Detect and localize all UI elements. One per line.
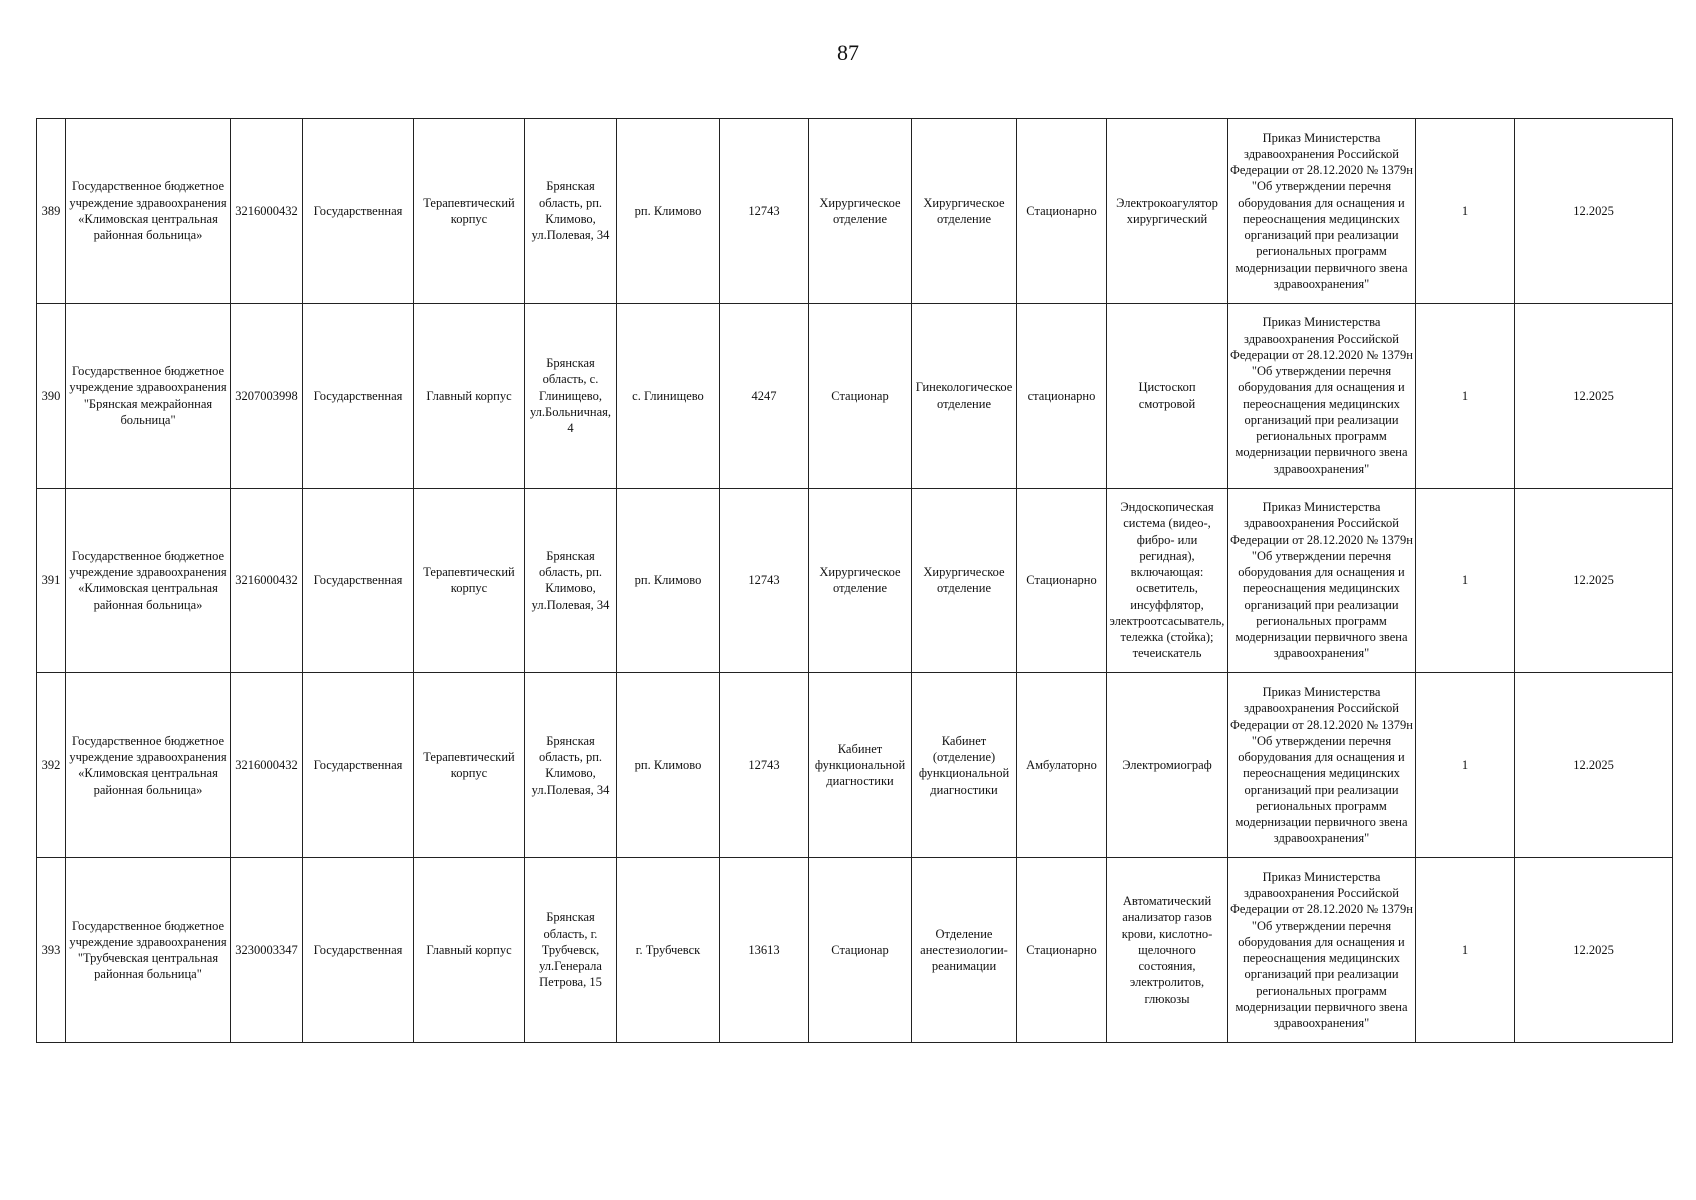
building-name: Главный корпус: [414, 303, 525, 488]
locality: рп. Климово: [617, 673, 720, 858]
care-form: Стационарно: [1017, 488, 1107, 673]
institution-code: 3216000432: [231, 673, 303, 858]
row-number: 389: [37, 119, 66, 304]
equipment-table: [36, 118, 1673, 1043]
institution-name: Государственное бюджетное учреждение здравоохранения «Климовская центральная районная больница»: [66, 673, 231, 858]
building-name: Главный корпус: [414, 858, 525, 1043]
table-row: [37, 673, 1673, 858]
ownership-form: Государственная: [303, 119, 414, 304]
address: Брянская область, рп. Климово, ул.Полевая, 34: [525, 488, 617, 673]
structural-unit: Хирургическое отделение: [809, 119, 912, 304]
equipment-name: Эндоскопическая система (видео-, фибро- или регидная), включающая: осветитель, инсуффлятор, электроотсасыватель, тележка (стойка); течеискатель: [1107, 488, 1228, 673]
quantity: 1: [1416, 488, 1515, 673]
building-name: Терапевтический корпус: [414, 488, 525, 673]
structural-unit: Хирургическое отделение: [809, 488, 912, 673]
institution-code: 3216000432: [231, 119, 303, 304]
care-form: стационарно: [1017, 303, 1107, 488]
population: 4247: [720, 303, 809, 488]
quantity: 1: [1416, 119, 1515, 304]
address: Брянская область, г. Трубчевск, ул.Генерала Петрова, 15: [525, 858, 617, 1043]
legal-basis: Приказ Министерства здравоохранения Российской Федерации от 28.12.2020 № 1379н "Об утверждении перечня оборудования для оснащения и переоснащения медицинских организаций при реализации региональных программ модернизации первичного звена здравоохранения": [1228, 673, 1416, 858]
row-number: 393: [37, 858, 66, 1043]
target-date: 12.2025: [1515, 673, 1673, 858]
legal-basis: Приказ Министерства здравоохранения Российской Федерации от 28.12.2020 № 1379н "Об утверждении перечня оборудования для оснащения и переоснащения медицинских организаций при реализации региональных программ модернизации первичного звена здравоохранения": [1228, 488, 1416, 673]
legal-basis: Приказ Министерства здравоохранения Российской Федерации от 28.12.2020 № 1379н "Об утверждении перечня оборудования для оснащения и переоснащения медицинских организаций при реализации региональных программ модернизации первичного звена здравоохранения": [1228, 119, 1416, 304]
ownership-form: Государственная: [303, 303, 414, 488]
department: Гинекологическое отделение: [912, 303, 1017, 488]
department: Отделение анестезиологии-реанимации: [912, 858, 1017, 1043]
table-row: [37, 858, 1673, 1043]
quantity: 1: [1416, 858, 1515, 1043]
address: Брянская область, с. Глинищево, ул.Больничная, 4: [525, 303, 617, 488]
table-row: [37, 488, 1673, 673]
institution-name: Государственное бюджетное учреждение здравоохранения «Климовская центральная районная больница»: [66, 119, 231, 304]
structural-unit: Стационар: [809, 858, 912, 1043]
population: 12743: [720, 673, 809, 858]
row-number: 392: [37, 673, 66, 858]
target-date: 12.2025: [1515, 119, 1673, 304]
row-number: 390: [37, 303, 66, 488]
ownership-form: Государственная: [303, 673, 414, 858]
table-row: [37, 119, 1673, 304]
target-date: 12.2025: [1515, 488, 1673, 673]
equipment-name: Автоматический анализатор газов крови, кислотно-щелочного состояния, электролитов, глюкозы: [1107, 858, 1228, 1043]
row-number: 391: [37, 488, 66, 673]
institution-name: Государственное бюджетное учреждение здравоохранения "Трубчевская центральная районная больница": [66, 858, 231, 1043]
structural-unit: Кабинет функциональной диагностики: [809, 673, 912, 858]
structural-unit: Стационар: [809, 303, 912, 488]
table-row: [37, 303, 1673, 488]
page-number: 87: [837, 40, 859, 65]
address: Брянская область, рп. Климово, ул.Полевая, 34: [525, 673, 617, 858]
population: 12743: [720, 488, 809, 673]
department: Хирургическое отделение: [912, 119, 1017, 304]
institution-name: Государственное бюджетное учреждение здравоохранения «Климовская центральная районная больница»: [66, 488, 231, 673]
locality: с. Глинищево: [617, 303, 720, 488]
target-date: 12.2025: [1515, 303, 1673, 488]
institution-code: 3216000432: [231, 488, 303, 673]
ownership-form: Государственная: [303, 858, 414, 1043]
department: Кабинет (отделение) функциональной диагностики: [912, 673, 1017, 858]
institution-name: Государственное бюджетное учреждение здравоохранения "Брянская межрайонная больница": [66, 303, 231, 488]
population: 13613: [720, 858, 809, 1043]
ownership-form: Государственная: [303, 488, 414, 673]
equipment-name: Электрокоагулятор хирургический: [1107, 119, 1228, 304]
care-form: Амбулаторно: [1017, 673, 1107, 858]
legal-basis: Приказ Министерства здравоохранения Российской Федерации от 28.12.2020 № 1379н "Об утверждении перечня оборудования для оснащения и переоснащения медицинских организаций при реализации региональных программ модернизации первичного звена здравоохранения": [1228, 858, 1416, 1043]
locality: рп. Климово: [617, 119, 720, 304]
address: Брянская область, рп. Климово, ул.Полевая, 34: [525, 119, 617, 304]
equipment-name: Электромиограф: [1107, 673, 1228, 858]
department: Хирургическое отделение: [912, 488, 1017, 673]
institution-code: 3207003998: [231, 303, 303, 488]
quantity: 1: [1416, 303, 1515, 488]
care-form: Стационарно: [1017, 858, 1107, 1043]
target-date: 12.2025: [1515, 858, 1673, 1043]
equipment-name: Цистоскоп смотровой: [1107, 303, 1228, 488]
locality: рп. Климово: [617, 488, 720, 673]
institution-code: 3230003347: [231, 858, 303, 1043]
quantity: 1: [1416, 673, 1515, 858]
building-name: Терапевтический корпус: [414, 673, 525, 858]
care-form: Стационарно: [1017, 119, 1107, 304]
locality: г. Трубчевск: [617, 858, 720, 1043]
building-name: Терапевтический корпус: [414, 119, 525, 304]
legal-basis: Приказ Министерства здравоохранения Российской Федерации от 28.12.2020 № 1379н "Об утверждении перечня оборудования для оснащения и переоснащения медицинских организаций при реализации региональных программ модернизации первичного звена здравоохранения": [1228, 303, 1416, 488]
population: 12743: [720, 119, 809, 304]
